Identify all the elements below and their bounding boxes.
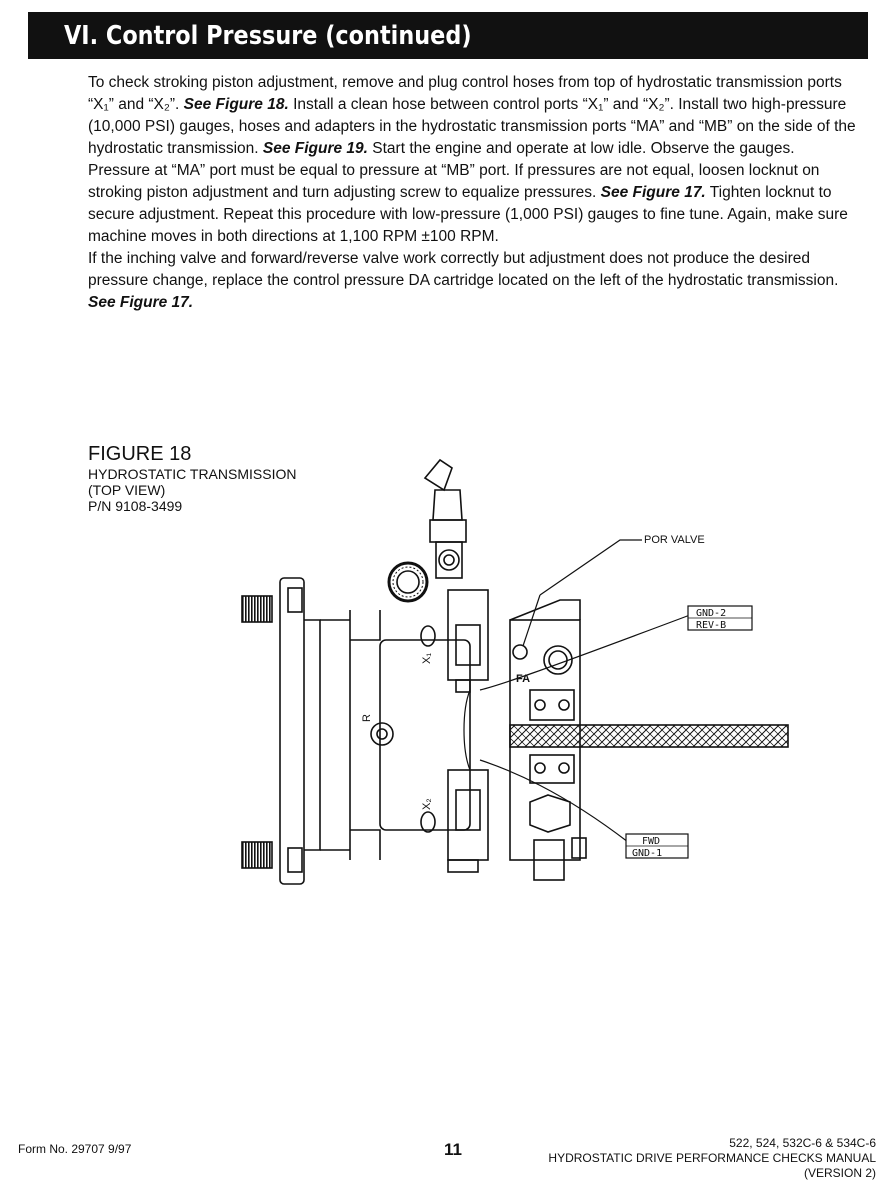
por-valve-label: POR VALVE (644, 534, 705, 546)
upper-solenoid (448, 590, 488, 680)
section-header-bar (28, 12, 868, 59)
x1-label: X₁ (421, 652, 433, 664)
gnd1-label: GND-1 (632, 848, 663, 859)
lower-bolt-stud (242, 842, 272, 868)
paragraph1-text-2: Install a clean hose between control ports “X₁” and “X₂”. Install two high-pressure (10,000 PSI) gauges, hoses and adapters in the hydrostatic transmission ports “MA” and “MB” on the side of the hydrostatic transmission. (88, 96, 856, 157)
x2-label: X₂ (421, 798, 433, 810)
lower-solenoid (448, 770, 488, 860)
footer-models: 522, 524, 532C-6 & 534C-6 (729, 1136, 876, 1150)
x2-port (421, 812, 435, 832)
figure-caption-line-2: (TOP VIEW) (88, 482, 166, 498)
section-title: VI. Control Pressure (continued) (64, 21, 472, 51)
fa-label: FA (516, 673, 531, 685)
figure-caption-line-1: HYDROSTATIC TRANSMISSION (88, 466, 297, 482)
por-valve-port (513, 645, 527, 659)
paragraph1-text-4: Tighten locknut to secure adjustment. Repeat this procedure with low-pressure (1,000 PSI) gauges to fine tune. Again, make sure machine moves in both directions at 1,100 RPM ±100 RPM. (88, 184, 848, 245)
manual-footer (548, 1136, 876, 1181)
wire-harness (510, 725, 788, 747)
elbow-fitting (425, 460, 452, 490)
figure-title: FIGURE 18 (88, 443, 192, 465)
fwd-label: FWD (642, 836, 661, 847)
footer-version: (VERSION 2) (803, 1166, 876, 1180)
r-port (371, 723, 393, 745)
hydrostatic-transmission-diagram (230, 450, 790, 910)
paragraph1-text-3: Start the engine and operate at low idle. Observe the gauges. Pressure at “MA” port must be equal to pressure at “MB” port. If pressures are not equal, loosen locknut on stroking piston adjustment and turn adjusting screw to equalize pressures. (88, 140, 820, 201)
figure-19-reference: See Figure 19. (262, 140, 368, 157)
paragraph-stroking-piston (88, 72, 858, 248)
figure-caption-line-3: P/N 9108-3499 (88, 498, 183, 514)
revb-label: REV-B (696, 620, 727, 631)
paragraph-da-cartridge (88, 248, 858, 314)
r-label: R (361, 714, 373, 722)
gnd2-label: GND-2 (696, 608, 727, 619)
x1-port (421, 626, 435, 646)
figure-17-reference: See Figure 17. (600, 184, 706, 201)
hex-nut (530, 795, 570, 832)
housing-edge (350, 610, 380, 860)
mounting-flange (280, 578, 304, 884)
form-number: Form No. 29707 9/97 (18, 1142, 132, 1156)
figure-17-reference-2: See Figure 17. (88, 294, 194, 311)
hose-ring (389, 563, 427, 601)
figure-18-reference: See Figure 18. (183, 96, 289, 113)
paragraph2-text-1: If the inching valve and forward/reverse valve work correctly but adjustment does not produce the desired pressure change, replace the control pressure DA cartridge located on the left of the hydrostatic transmission. (88, 250, 839, 289)
footer-manual-title: HYDROSTATIC DRIVE PERFORMANCE CHECKS MANUAL (548, 1151, 876, 1165)
paragraph1-text-1: To check stroking piston adjustment, remove and plug control hoses from top of hydrostatic transmission ports “X₁” and “X₂”. (88, 74, 842, 113)
page-number: 11 (444, 1140, 462, 1159)
upper-bolt-stud (242, 596, 272, 622)
